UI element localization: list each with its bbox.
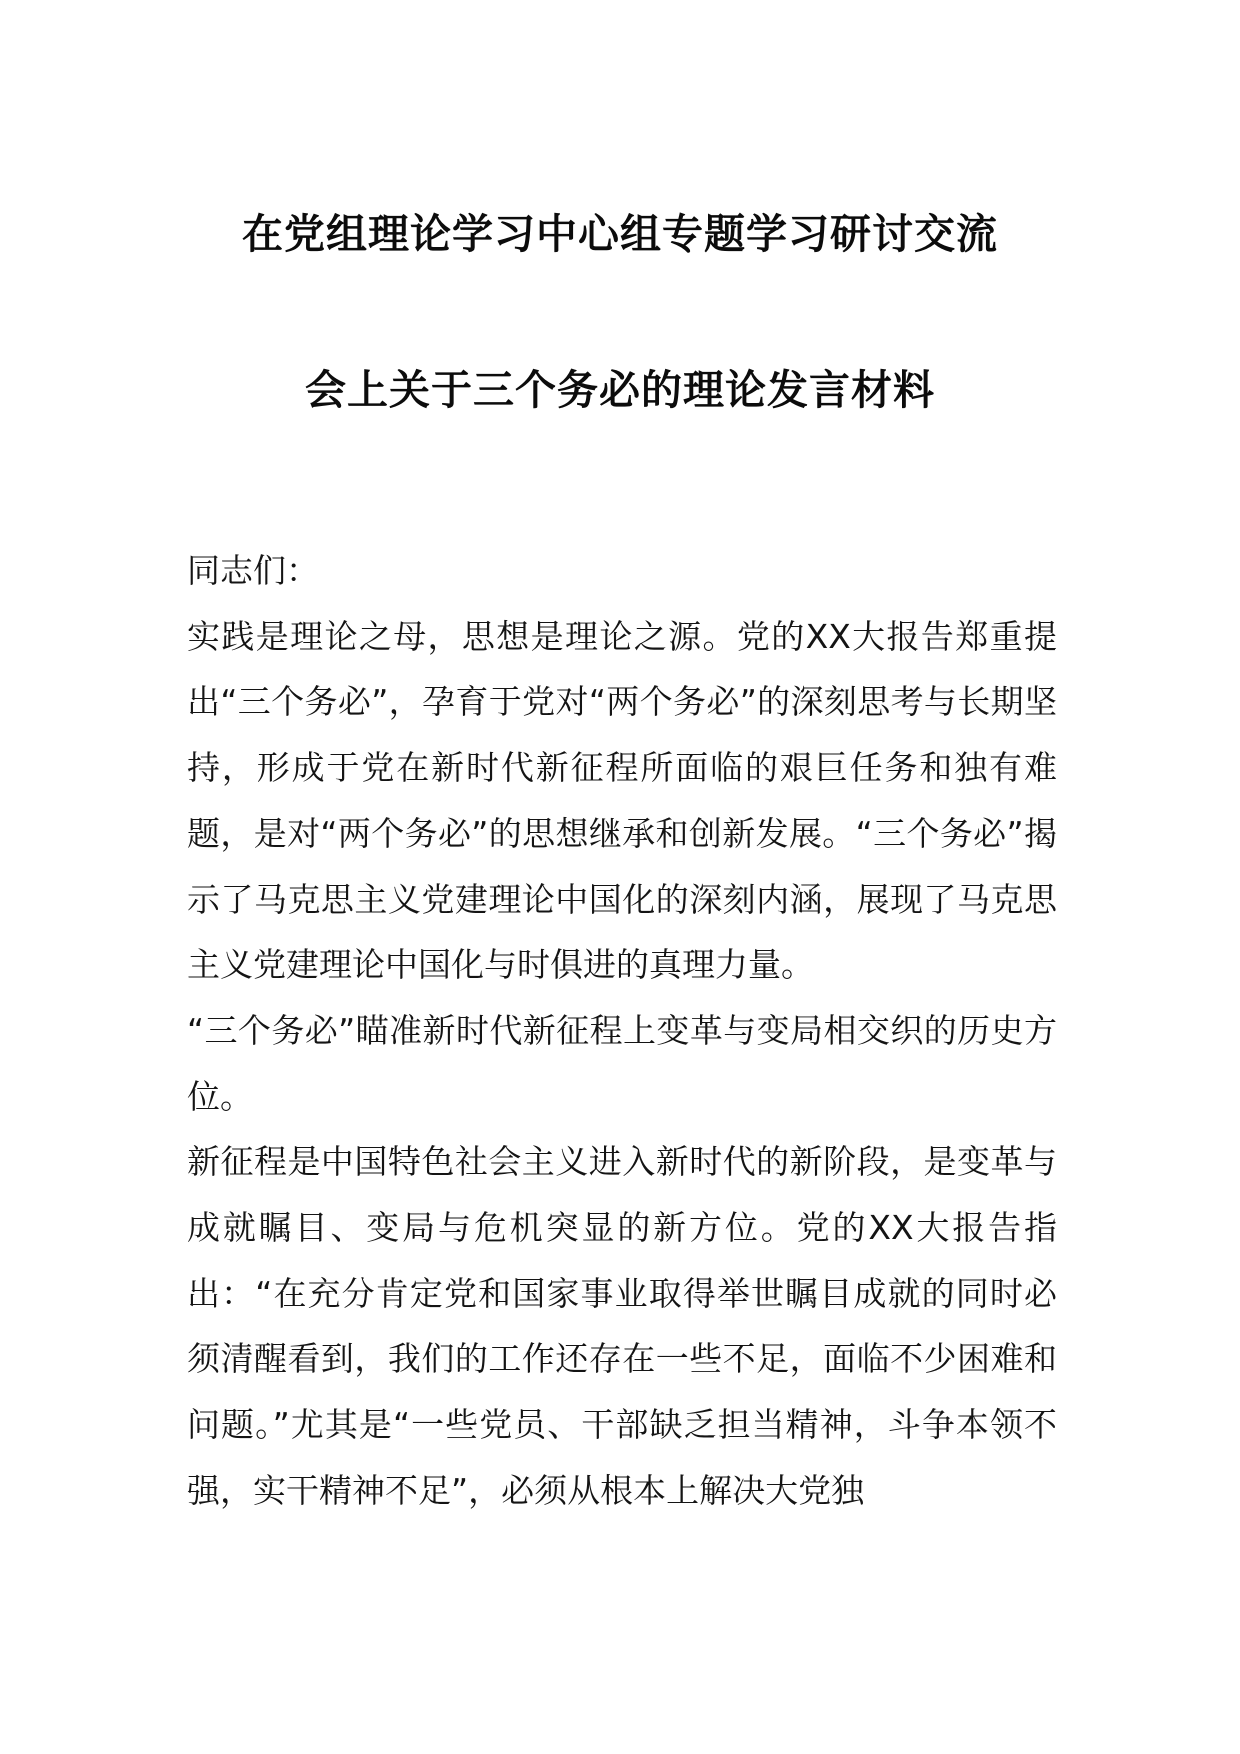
salutation: 同志们：: [187, 551, 319, 590]
document-body: [187, 538, 1057, 1524]
document-title-line-1: 在党组理论学习中心组专题学习研讨交流: [242, 210, 998, 258]
paragraph-3: 新征程是中国特色社会主义进入新时代的新阶段，是变革与成就瞩目、变局与危机突显的新方位。党的XX大报告指出：“在充分肯定党和国家事业取得举世瞩目成就的同时必须清醒看到，我们的工作还存在一些不足，面临不少困难和问题。”尤其是“一些党员、干部缺乏担当精神，斗争本领不强，实干精神不足”，必须从根本上解决大党独: [187, 1142, 1057, 1510]
paragraph-1: 实践是理论之母，思想是理论之源。党的XX大报告郑重提出“三个务必”，孕育于党对“两个务必”的深刻思考与长期坚持，形成于党在新时代新征程所面临的艰巨任务和独有难题，是对“两个务必”的思想继承和创新发展。“三个务必”揭示了马克思主义党建理论中国化的深刻内涵，展现了马克思主义党建理论中国化与时俱进的真理力量。: [187, 616, 1057, 985]
paragraph-2: “三个务必”瞄准新时代新征程上变革与变局相交织的历史方位。: [187, 1010, 1057, 1116]
document-title-line-2: 会上关于三个务必的理论发言材料: [305, 366, 935, 414]
